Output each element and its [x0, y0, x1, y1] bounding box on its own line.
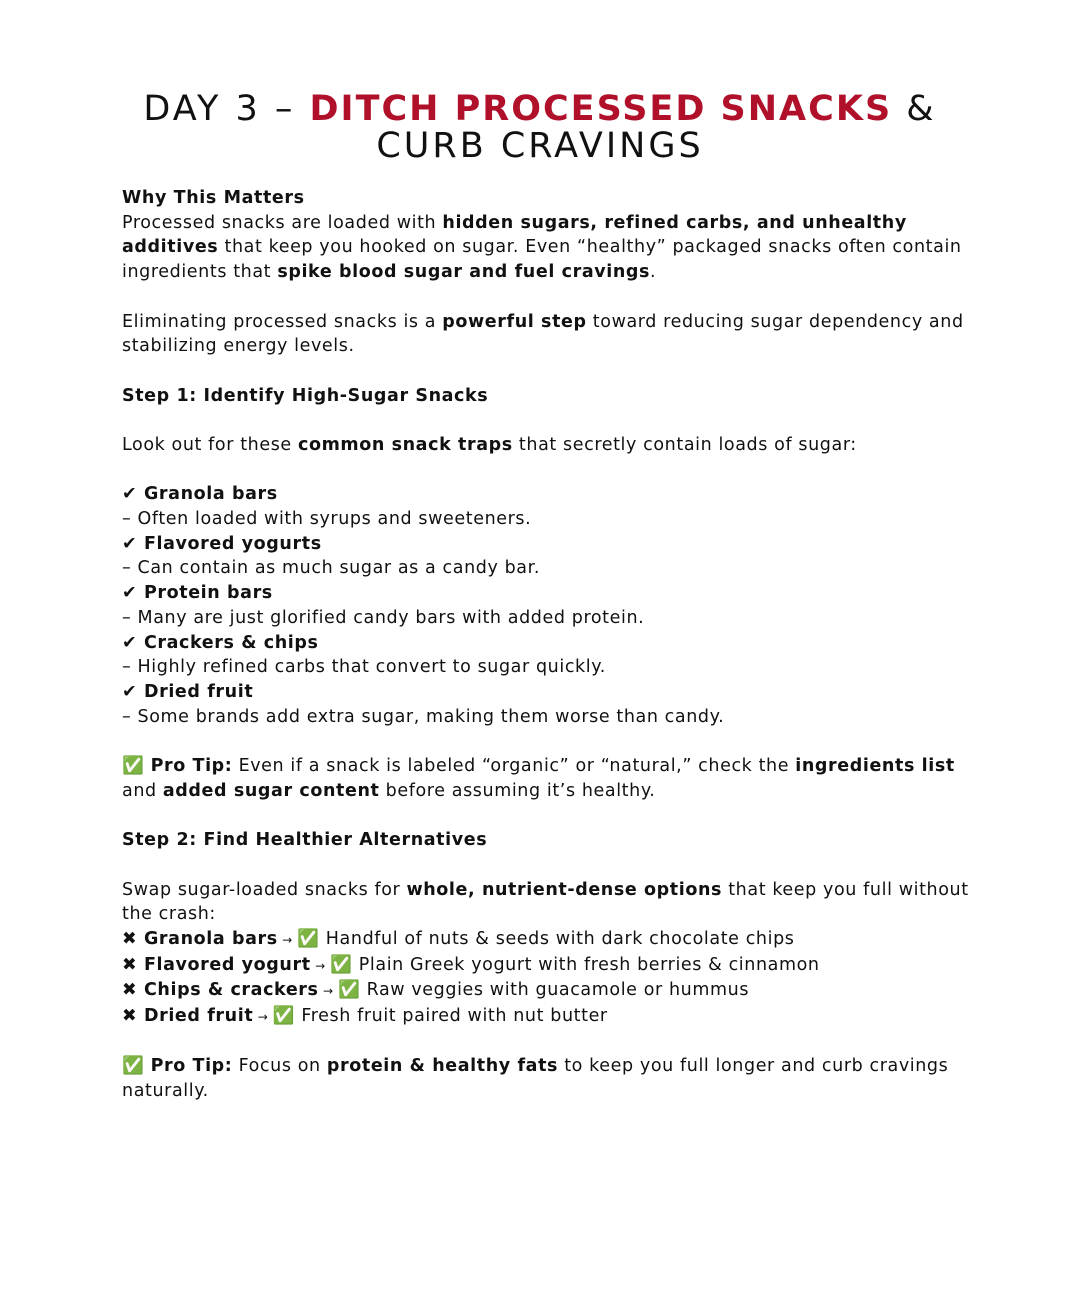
swap-from: Dried fruit: [143, 1006, 254, 1027]
swap-to: Raw veggies with guacamole or hummus: [366, 980, 750, 1001]
snack-trap-item: [122, 532, 972, 557]
snack-trap-name: Protein bars: [143, 583, 273, 604]
snack-trap-name: Granola bars: [143, 484, 278, 505]
step2-pro-tip: [122, 1054, 972, 1103]
title-accent: DITCH PROCESSED SNACKS: [309, 89, 893, 130]
snack-trap-description: – Can contain as much sugar as a candy bar.: [122, 558, 540, 579]
title-line2: CURB CRAVINGS: [376, 126, 704, 167]
cross-icon: ✖: [122, 954, 144, 975]
arrow-right-icon: →: [310, 958, 331, 973]
snack-trap-name: Flavored yogurts: [143, 533, 322, 554]
text-segment: ingredients list: [795, 756, 955, 777]
swap-to: Fresh fruit paired with nut butter: [301, 1006, 608, 1027]
step2-heading: Step 2: Find Healthier Alternatives: [122, 830, 488, 851]
snack-trap-item: [122, 680, 972, 705]
why-heading: Why This Matters: [122, 188, 305, 208]
swap-item: [122, 1004, 972, 1030]
snack-trap-item: [122, 631, 972, 656]
why-paragraph-1: [122, 211, 972, 285]
arrow-right-icon: →: [277, 932, 298, 947]
title-suffix: &: [892, 89, 937, 130]
check-icon: ✔: [122, 583, 144, 604]
swap-from: Chips & crackers: [143, 980, 319, 1001]
swap-to: Plain Greek yogurt with fresh berries & cinnamon: [358, 954, 820, 975]
snack-trap-name: Dried fruit: [143, 682, 254, 702]
text-segment: before assuming it’s healthy.: [379, 780, 656, 801]
text-segment: Look out for these: [122, 434, 298, 455]
text-segment: added sugar content: [162, 780, 380, 801]
arrow-right-icon: →: [318, 984, 339, 999]
title-prefix: DAY 3 –: [143, 89, 310, 130]
text-segment: Swap sugar-loaded snacks for: [122, 879, 407, 900]
snack-trap-description: – Many are just glorified candy bars with added protein.: [122, 607, 645, 628]
swap-to: Handful of nuts & seeds with dark chocolate chips: [325, 928, 795, 949]
text-segment: hidden sugars, refined carbs, and unhealthy additives: [122, 212, 907, 258]
text-segment: to keep you full longer and curb cravings naturally.: [122, 1056, 949, 1102]
text-segment: spike blood sugar and fuel cravings: [277, 262, 651, 283]
swap-list: [122, 927, 972, 1030]
text-segment: toward reducing sugar dependency and stabilizing energy levels.: [122, 311, 964, 357]
text-segment: common snack traps: [297, 434, 513, 455]
snack-trap-list: [122, 482, 972, 729]
text-segment: Processed snacks are loaded with: [122, 212, 443, 233]
check-icon: ✔: [122, 682, 144, 702]
check-icon: ✅: [122, 1056, 151, 1077]
text-segment: Focus on: [232, 1056, 327, 1077]
text-segment: that keep you hooked on sugar. Even “healthy” packaged snacks often contain ingredients that: [122, 237, 962, 283]
text-segment: Even if a snack is labeled “organic” or “natural,” check the: [232, 756, 796, 777]
check-icon: ✔: [122, 632, 144, 653]
check-icon: ✅: [330, 954, 359, 975]
text-segment: Pro Tip:: [150, 1056, 233, 1077]
text-segment: Pro Tip:: [150, 756, 233, 777]
snack-trap-description: – Some brands add extra sugar, making them worse than candy.: [122, 706, 725, 727]
step1-heading: Step 1: Identify High-Sugar Snacks: [122, 385, 489, 406]
text-segment: that secretly contain loads of sugar:: [512, 434, 857, 455]
swap-item: [122, 953, 972, 979]
step1-intro: [122, 433, 972, 458]
swap-from: Flavored yogurt: [143, 954, 311, 975]
text-segment: protein & healthy fats: [326, 1056, 559, 1077]
cross-icon: ✖: [122, 928, 144, 949]
check-icon: ✅: [338, 980, 367, 1001]
swap-item: [122, 978, 972, 1004]
snack-trap-item: [122, 482, 972, 507]
step2-intro: [122, 878, 972, 927]
snack-trap-name: Crackers & chips: [143, 632, 319, 653]
text-segment: and: [122, 780, 163, 801]
check-icon: ✅: [272, 1006, 302, 1027]
arrow-right-icon: →: [253, 1010, 273, 1025]
text-segment: .: [650, 262, 657, 283]
text-segment: whole, nutrient-dense options: [406, 879, 723, 900]
swap-from: Granola bars: [143, 928, 278, 949]
snack-trap-item: [122, 581, 972, 606]
check-icon: ✅: [297, 928, 326, 949]
why-paragraph-2: [122, 310, 972, 359]
swap-item: [122, 927, 972, 953]
cross-icon: ✖: [122, 980, 144, 1001]
snack-trap-description: – Highly refined carbs that convert to sugar quickly.: [122, 657, 606, 678]
text-segment: that keep you full without the crash:: [122, 879, 969, 925]
snack-trap-description: – Often loaded with syrups and sweeteners.: [122, 509, 532, 530]
cross-icon: ✖: [122, 1006, 144, 1027]
text-segment: powerful step: [442, 311, 587, 332]
text-segment: Eliminating processed snacks is a: [122, 311, 443, 332]
step1-pro-tip: [122, 754, 972, 803]
check-icon: ✔: [122, 484, 144, 505]
page-title: [0, 91, 1080, 165]
content-body: [122, 186, 972, 1104]
check-icon: ✅: [122, 756, 151, 777]
check-icon: ✔: [122, 533, 144, 554]
